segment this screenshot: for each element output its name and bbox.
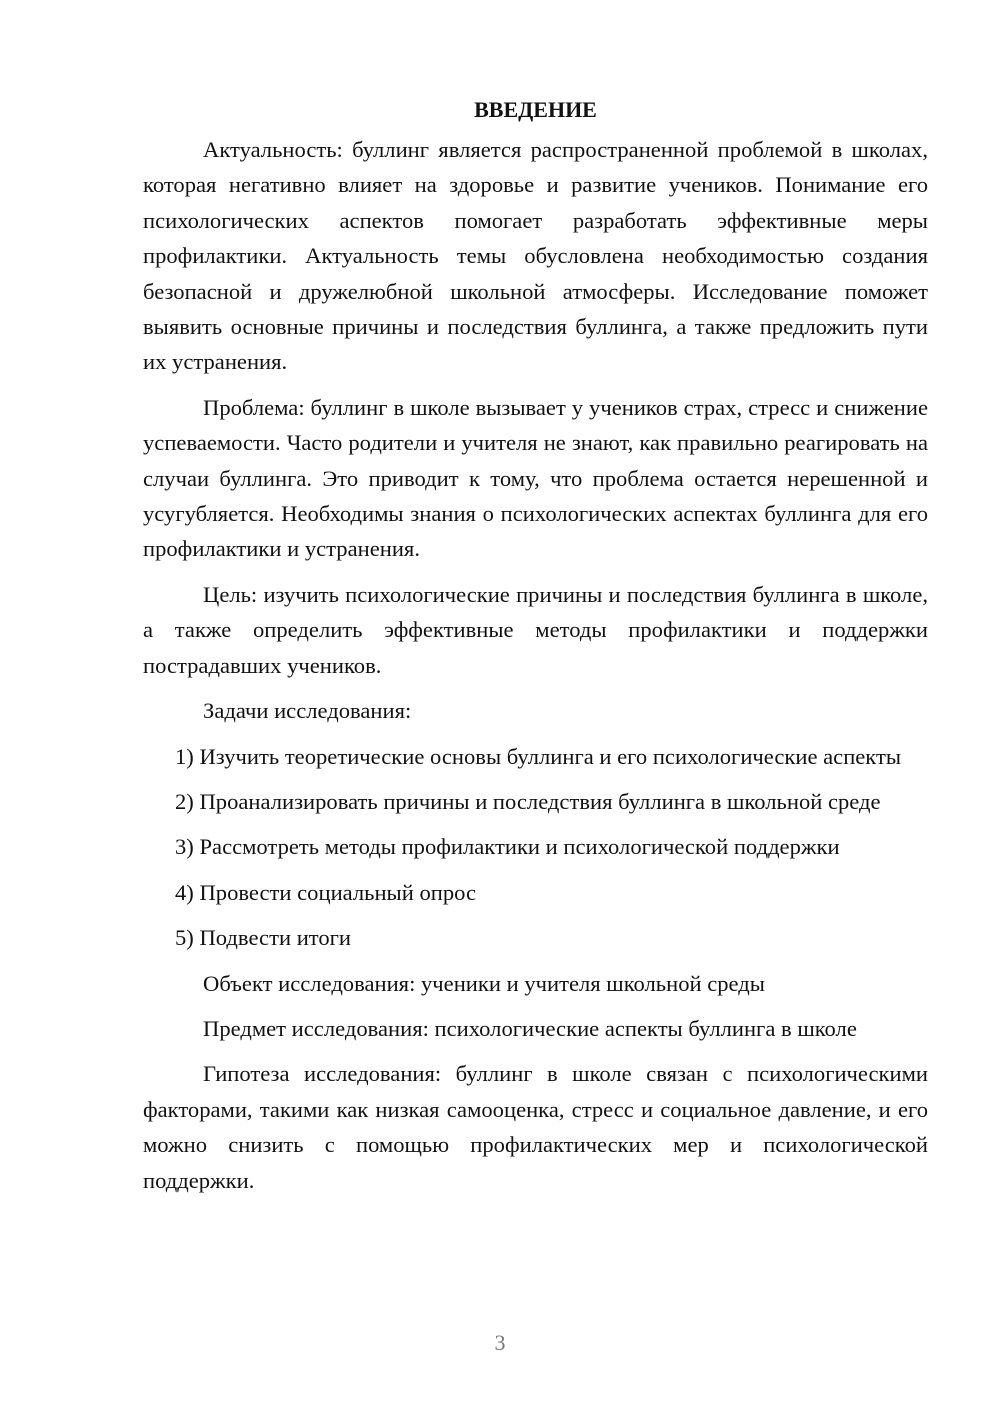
task-item-4: 4) Провести социальный опрос	[175, 879, 477, 905]
tasks-heading: Задачи исследования:	[203, 698, 412, 724]
task-item-5: 5) Подвести итоги	[175, 925, 352, 951]
task-item-1: 1) Изучить теоретические основы буллинга и его психологические аспекты	[175, 743, 902, 769]
document-page	[143, 92, 928, 1208]
subject-paragraph: Предмет исследования: психологические аспекты буллинга в школе	[203, 1015, 857, 1041]
task-item-3: 3) Рассмотреть методы профилактики и психологической поддержки	[175, 834, 840, 860]
task-item-2: 2) Проанализировать причины и последствия буллинга в школьной среде	[175, 788, 881, 814]
page-number: 3	[494, 1330, 506, 1355]
document-title: ВВЕДЕНИЕ	[474, 97, 597, 122]
problem-paragraph: Проблема: буллинг в школе вызывает у учеников страх, стресс и снижение успеваемости. Часто родители и учителя не знают, как правильно реагировать на случаи буллинга. Это приводит к тому, что проблема остается нерешенной и усугубляется. Необходимы знания о психологических аспектах буллинга для его профилактики и устранения.	[143, 394, 928, 562]
object-paragraph: Объект исследования: ученики и учителя школьной среды	[203, 970, 765, 996]
hypothesis-paragraph: Гипотеза исследования: буллинг в школе связан с психологическими факторами, такими как низкая самооценка, стресс и социальное давление, и его можно снизить с помощью профилактических мер и психологической поддержки.	[143, 1061, 928, 1193]
relevance-paragraph: Актуальность: буллинг является распространенной проблемой в школах, которая негативно влияет на здоровье и развитие учеников. Понимание его психологических аспектов помогает разработать эффективные меры профилактики. Актуальность темы обусловлена необходимостью создания безопасной и дружелюбной школьной атмосферы. Исследование поможет выявить основные причины и последствия буллинга, а также предложить пути их устранения.	[143, 137, 928, 375]
goal-paragraph: Цель: изучить психологические причины и последствия буллинга в школе, а также определить эффективные методы профилактики и поддержки пострадавших учеников.	[143, 581, 928, 678]
